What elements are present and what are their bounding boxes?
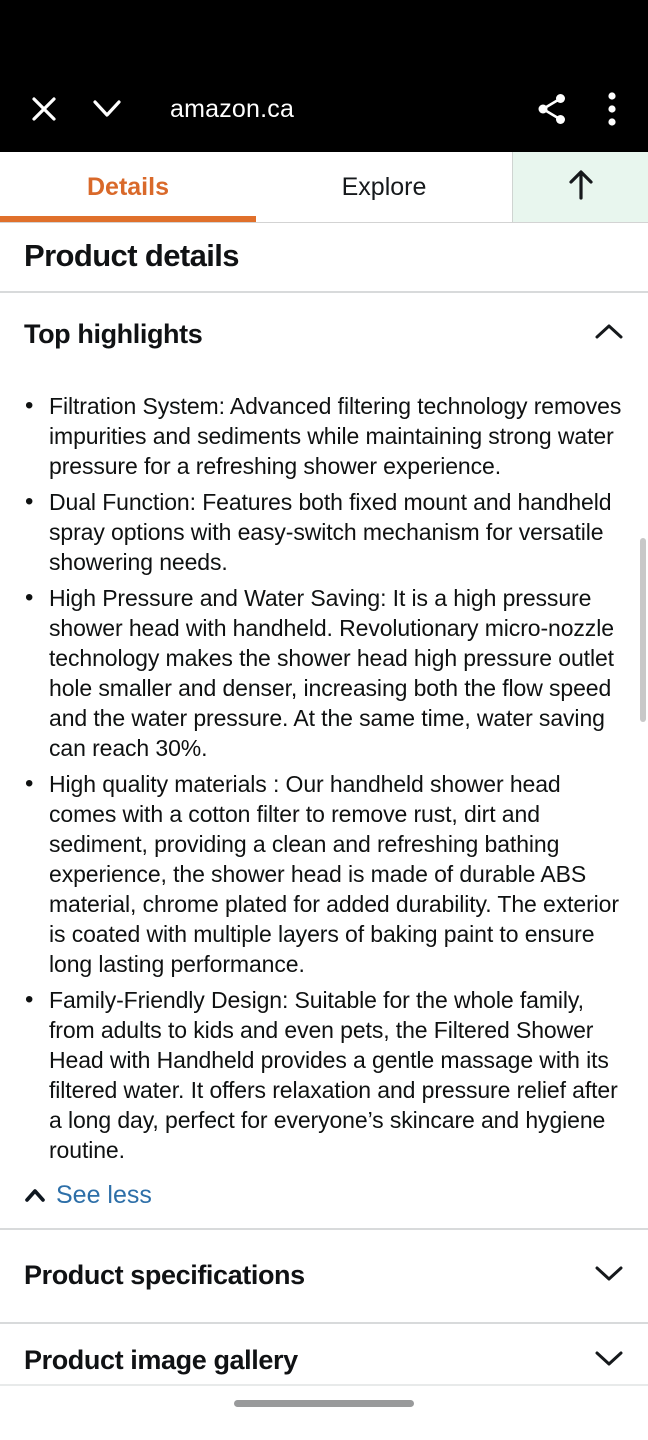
section-title: Product image gallery [24,1345,298,1375]
highlight-bullet: • High quality materials : Our handheld shower head comes with a cotton filter to remove rust, dirt and sediment, providing a clean and refreshing bathing experience, the shower head is made of durable ABS material, chrome plated for added durability. The exterior is coated with multiple layers of baking paint to ensure long lasting performance. [24,769,624,979]
section-top-highlights[interactable] [24,293,624,351]
tab-explore[interactable] [256,152,512,222]
highlight-bullet: • Filtration System: Advanced filtering technology removes impurities and sediments while maintaining strong water pressure for a refreshing shower experience. [24,391,624,481]
tab-bar [0,152,648,223]
section-title: Top highlights [24,319,203,349]
url-text[interactable]: amazon.ca [170,94,295,123]
product-details-page [0,237,648,1407]
section-title: Product specifications [24,1260,305,1290]
chevron-down-icon [594,1348,624,1373]
tab-explore-label: Explore [341,172,427,201]
scroll-to-top-button[interactable] [512,152,648,222]
tab-details[interactable] [0,152,256,222]
horizontal-scroll-indicator[interactable] [234,1400,414,1407]
highlight-bullet: • Family-Friendly Design: Suitable for the whole family, from adults to kids and even pets, the Filtered Shower Head with Handheld provides a gentle massage with its filtered water. It offers relaxation and pressure relief after a long day, perfect for everyone’s skincare and hygiene routine. [24,985,624,1165]
close-icon[interactable] [30,95,58,123]
share-icon[interactable] [537,93,567,125]
chevron-down-icon [594,1263,624,1288]
browser-toolbar [0,0,648,152]
highlights-list [24,391,624,1165]
see-less-link[interactable] [24,1181,624,1210]
page-title: Product details [24,238,239,273]
kebab-menu-icon[interactable] [607,91,617,127]
see-less-label: See less [56,1181,152,1209]
section-product-specifications[interactable] [24,1230,624,1322]
tab-details-label: Details [87,172,169,201]
section-product-image-gallery[interactable] [24,1324,624,1384]
vertical-scrollbar-thumb[interactable] [640,538,646,722]
chevron-up-icon [594,322,624,347]
divider [0,1384,648,1386]
caret-up-icon [24,1187,46,1205]
chevron-down-icon[interactable] [91,98,123,120]
highlight-bullet: • High Pressure and Water Saving: It is a high pressure shower head with handheld. Revolutionary micro-nozzle technology makes the shower head high pressure outlet hole smaller and denser, increasing both the flow speed and the water pressure. At the same time, water saving can reach 30%. [24,583,624,763]
highlight-bullet: • Dual Function: Features both fixed mount and handheld spray options with easy-switch mechanism for versatile showering needs. [24,487,624,577]
arrow-up-icon [566,167,596,208]
